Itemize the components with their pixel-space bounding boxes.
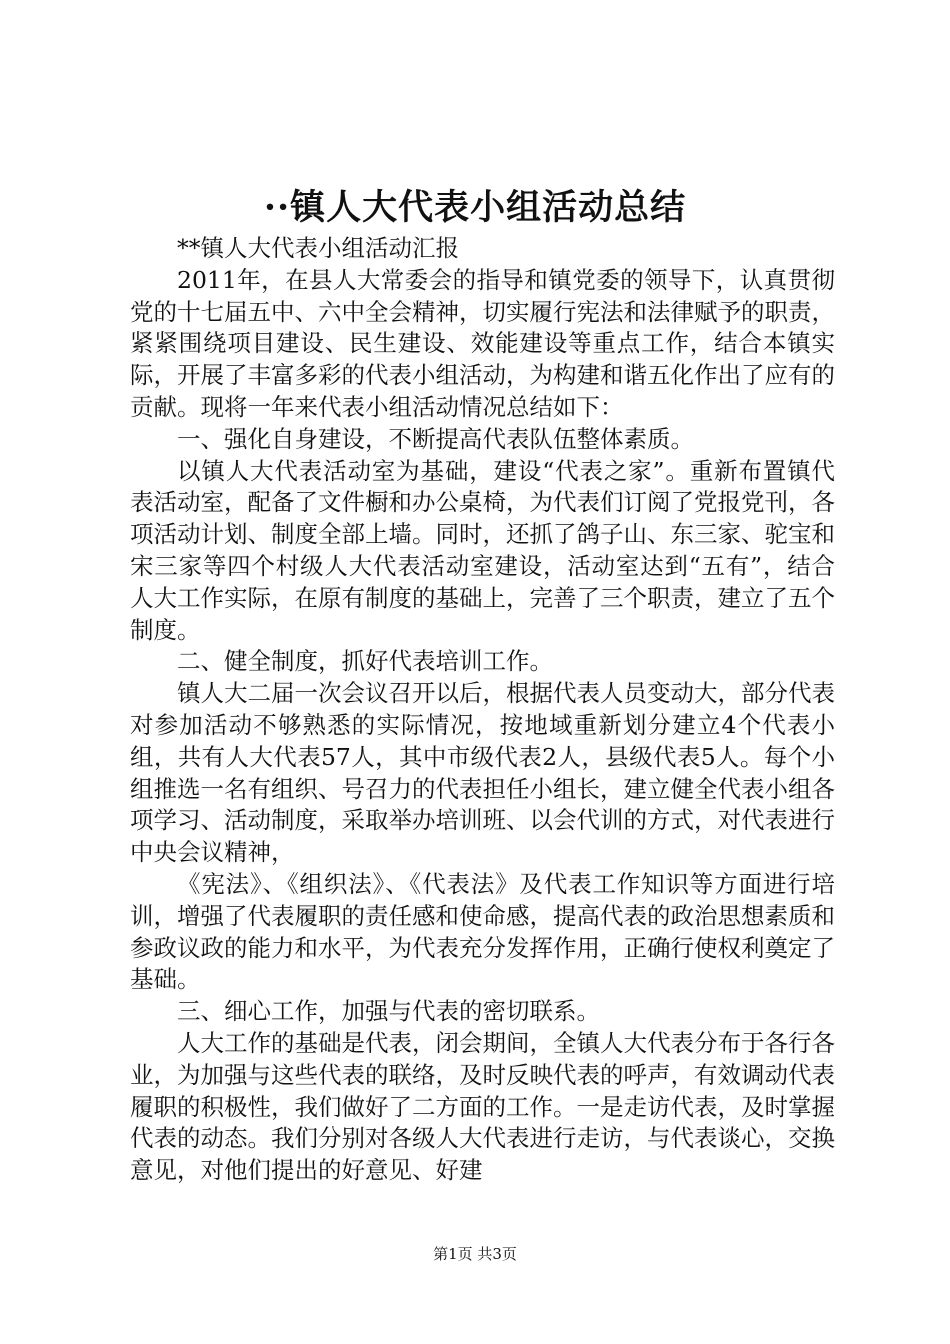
paragraph-intro: 2011年，在县人大常委会的指导和镇党委的领导下，认真贯彻党的十七届五中、六中全会精神，切实履行宪法和法律赋予的职责，紧紧围绕项目建设、民生建设、效能建设等重点工作，结合本镇实际，开展了丰富多彩的代表小组活动，为构建和谐五化作出了应有的贡献。现将一年来代表小组活动情况总结如下： xyxy=(130,265,835,421)
section-heading-2: 二、健全制度，抓好代表培训工作。 xyxy=(177,647,553,676)
section-heading-3: 三、细心工作，加强与代表的密切联系。 xyxy=(177,997,600,1026)
document-subtitle: **镇人大代表小组活动汇报 xyxy=(177,234,459,262)
section-heading-1: 一、强化自身建设，不断提高代表队伍整体素质。 xyxy=(177,424,694,453)
paragraph-section-1: 以镇人大代表活动室为基础，建设“代表之家”。重新布置镇代表活动室，配备了文件橱和办公桌椅，为代表们订阅了党报党刊，各项活动计划、制度全部上墙。同时，还抓了鸽子山、东三家、驼宝和宋三家等四个村级人大代表活动室建设，活动室达到“五有”，结合人大工作实际，在原有制度的基础上，完善了三个职责，建立了五个制度。 xyxy=(130,456,835,644)
paragraph-section-2-continued: 《宪法》、《组织法》、《代表法》及代表工作知识等方面进行培训，增强了代表履职的责任感和使命感，提高代表的政治思想素质和参政议政的能力和水平，为代表充分发挥作用，正确行使权利奠定了基础。 xyxy=(130,869,835,994)
paragraph-section-2: 镇人大二届一次会议召开以后，根据代表人员变动大，部分代表对参加活动不够熟悉的实际情况，按地域重新划分建立4个代表小组，共有人大代表57人，其中市级代表2人，县级代表5人。每个小组推选一名有组织、号召力的代表担任小组长，建立健全代表小组各项学习、活动制度，采取举办培训班、以会代训的方式，对代表进行中央会议精神， xyxy=(130,679,835,867)
page-footer: 第1页 共3页 xyxy=(433,1245,517,1263)
paragraph-section-3: 人大工作的基础是代表，闭会期间，全镇人大代表分布于各行各业，为加强与这些代表的联络，及时反映代表的呼声，有效调动代表履职的积极性，我们做好了二方面的工作。一是走访代表，及时掌握代表的动态。我们分别对各级人大代表进行走访，与代表谈心，交换意见，对他们提出的好意见、好建 xyxy=(130,1028,835,1185)
document-title: ··镇人大代表小组活动总结 xyxy=(263,187,687,228)
document-body xyxy=(130,233,835,1187)
